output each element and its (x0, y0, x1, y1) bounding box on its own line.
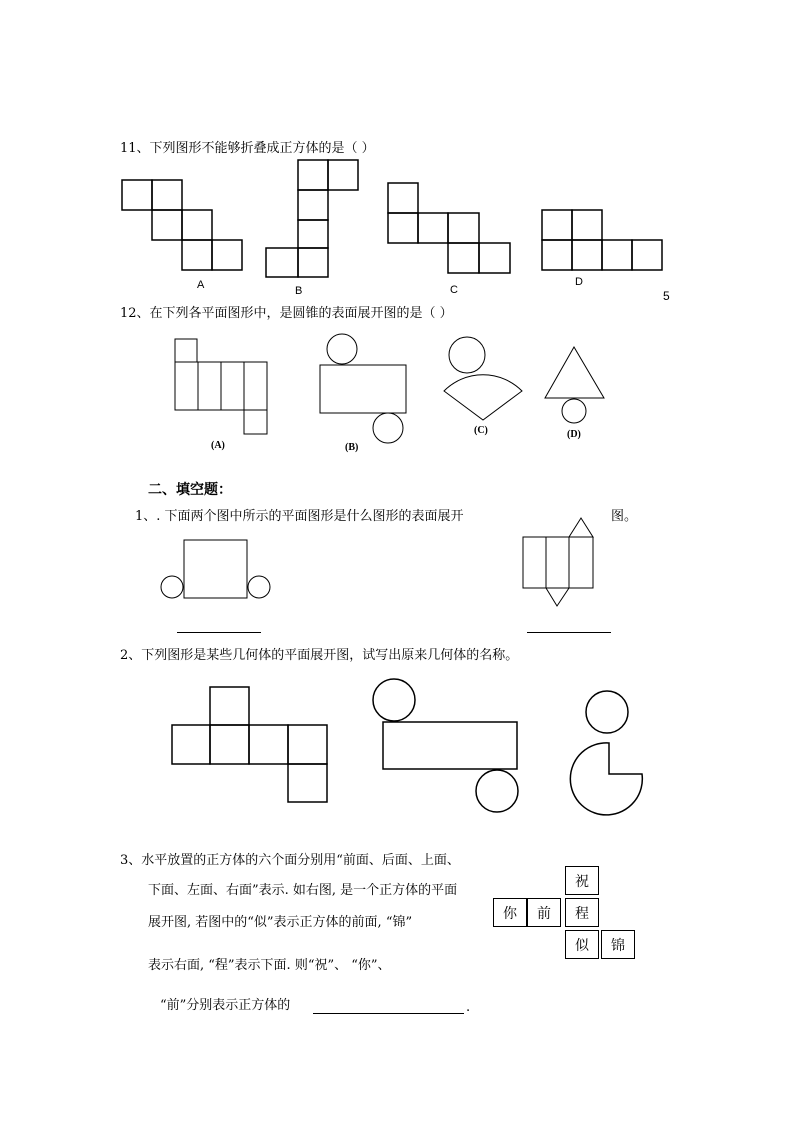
q12-label-a: (A) (211, 440, 225, 451)
q11-text: 11、下列图形不能够折叠成正方体的是（ ） (120, 141, 375, 156)
cell-cheng: 程 (565, 898, 599, 927)
cell-qian: 前 (527, 898, 561, 927)
q12-label-c: (C) (474, 425, 488, 436)
fill3-line5-end: . (466, 1000, 471, 1015)
fill2-fig-cube-net (172, 687, 327, 802)
q11-label-b: B (295, 285, 303, 297)
cell-ni: 你 (493, 898, 527, 927)
fill2-text: 2、下列图形是某些几何体的平面展开图，试写出原来几何体的名称。 (120, 648, 519, 663)
q12-text: 12、在下列各平面图形中，是圆锥的表面展开图的是（ ） (120, 306, 453, 321)
fill3-line4: 表示右面, “程”表示下面. 则“祝”、 “你”、 (148, 958, 391, 973)
fill1-text-b: 图。 (611, 509, 638, 524)
fill2-fig-cone-net (570, 691, 642, 815)
cell-jin: 锦 (601, 930, 635, 959)
fill3-line2: 下面、左面、右面”表示. 如右图, 是一个正方体的平面 (148, 883, 458, 898)
fill2-fig-cylinder-net (373, 679, 518, 812)
fill3-line3: 展开图, 若图中的“似”表示正方体的前面, “锦” (148, 915, 413, 930)
section2-title: 二、填空题： (148, 482, 232, 498)
fill3-line5: “前”分别表示正方体的 (160, 998, 291, 1013)
cell-zhu: 祝 (565, 866, 599, 895)
cell-si: 似 (565, 930, 599, 959)
fill3-answer-line[interactable] (313, 1013, 464, 1014)
q11-label-a: A (197, 279, 205, 291)
q11-label-d: D (575, 276, 583, 288)
q12-label-b: (B) (345, 442, 359, 453)
fill1-text-a: 1、. 下面两个图中所示的平面图形是什么图形的表面展开 (135, 509, 464, 524)
q11-label-c: C (450, 284, 458, 296)
q12-label-d: (D) (567, 429, 581, 440)
page-number: 5 (663, 289, 670, 303)
fill3-line1: 3、水平放置的正方体的六个面分别用“前面、后面、上面、 (120, 853, 460, 868)
